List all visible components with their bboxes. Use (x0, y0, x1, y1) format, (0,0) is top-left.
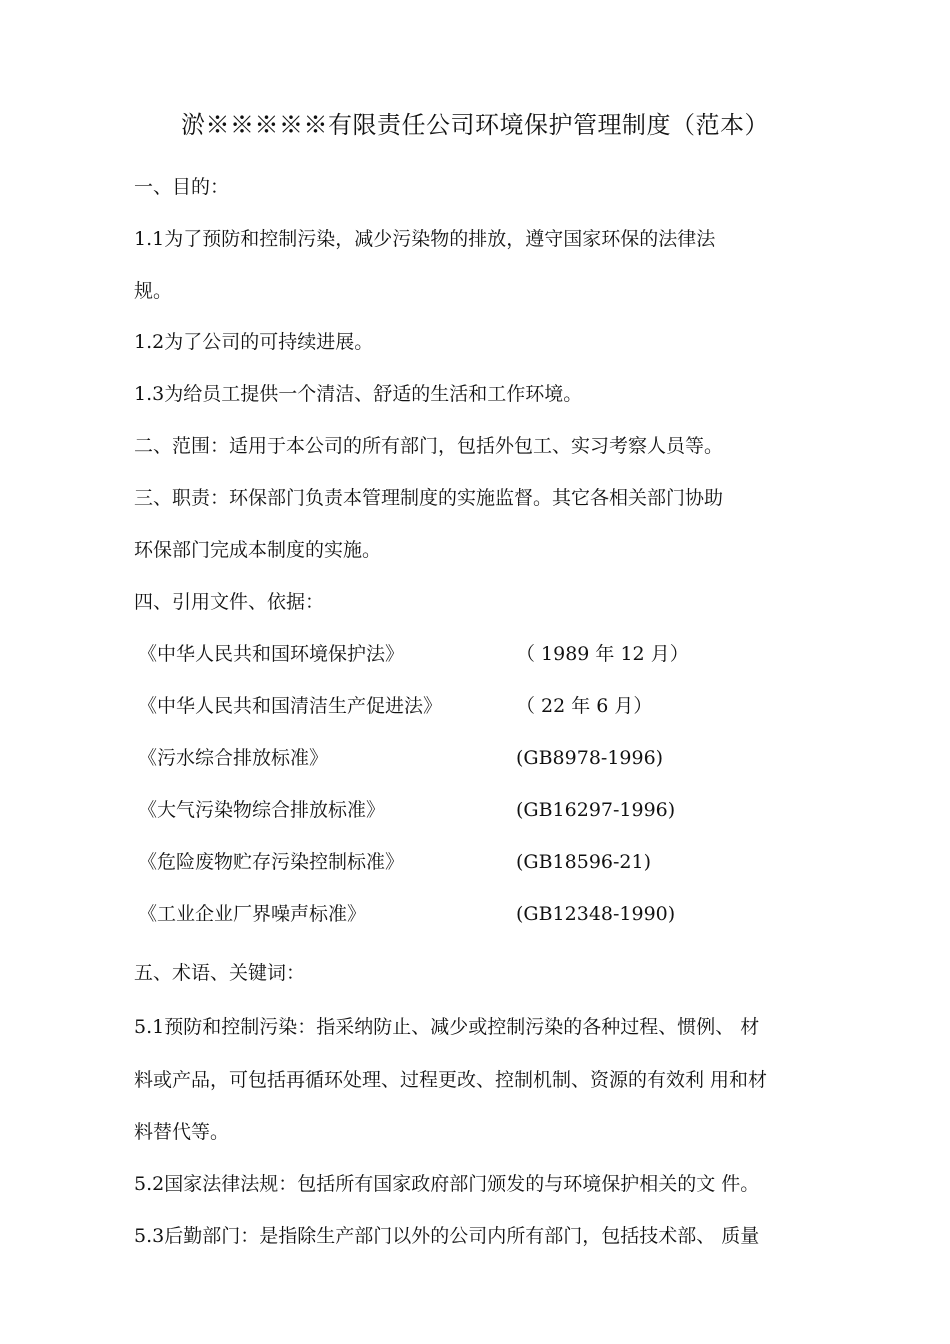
reference-name: 《污水综合排放标准》 (138, 747, 329, 769)
reference-name: 《大气污染物综合排放标准》 (138, 799, 386, 821)
purpose-1-1-line-1: 1.1为了预防和控制污染，减少污染物的排放，遵守国家环保的法律法 (134, 228, 716, 250)
reference-date: (GB8978-1996) (516, 747, 664, 769)
section-references-heading: 四、引用文件、依据： (134, 591, 325, 613)
section-terms-heading: 五、术语、关键词： (134, 962, 306, 984)
purpose-1-1-line-2: 规。 (134, 280, 173, 302)
reference-date: (GB16297-1996) (516, 799, 676, 821)
purpose-1-3: 1.3为给员工提供一个清洁、舒适的生活和工作环境。 (134, 383, 583, 405)
term-5-1-line-2: 料或产品，可包括再循环处理、过程更改、控制机制、资源的有效利 用和材 (134, 1069, 768, 1091)
reference-date: (GB12348-1990) (516, 903, 676, 925)
term-5-2: 5.2国家法律法规：包括所有国家政府部门颁发的与环境保护相关的文 件。 (134, 1173, 760, 1195)
section-duty-line-1: 三、职责：环保部门负责本管理制度的实施监督。其它各相关部门协助 (134, 487, 724, 509)
document-title: 淤※※※※※有限责任公司环境保护管理制度（范本） (181, 111, 769, 139)
section-duty-line-2: 环保部门完成本制度的实施。 (134, 539, 382, 561)
reference-date: （ 22 年 6 月） (516, 695, 653, 717)
section-purpose-heading: 一、目的： (134, 176, 230, 198)
purpose-1-2: 1.2为了公司的可持续进展。 (134, 331, 374, 353)
reference-date: (GB18596-21) (516, 851, 652, 873)
reference-name: 《工业企业厂界噪声标准》 (138, 903, 367, 925)
reference-name: 《中华人民共和国清洁生产促进法》 (138, 695, 443, 717)
term-5-3: 5.3后勤部门：是指除生产部门以外的公司内所有部门，包括技术部、 质量 (134, 1225, 760, 1247)
term-5-1-line-3: 料替代等。 (134, 1121, 230, 1143)
reference-name: 《危险废物贮存污染控制标准》 (138, 851, 405, 873)
term-5-1-line-1: 5.1预防和控制污染：指采纳防止、减少或控制污染的各种过程、惯例、 材 (134, 1016, 760, 1038)
section-scope: 二、范围：适用于本公司的所有部门，包括外包工、实习考察人员等。 (134, 435, 724, 457)
reference-date: （ 1989 年 12 月） (516, 643, 689, 665)
reference-name: 《中华人民共和国环境保护法》 (138, 643, 405, 665)
